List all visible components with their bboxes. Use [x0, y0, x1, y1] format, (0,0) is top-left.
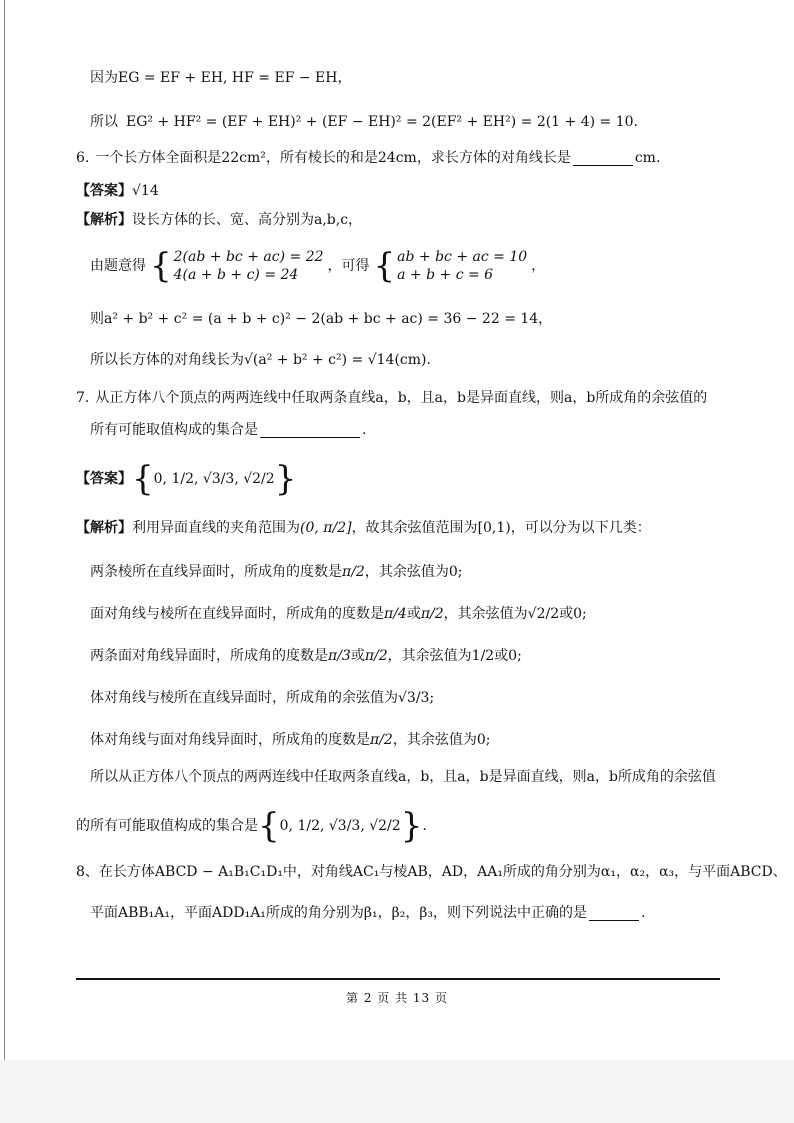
solution-7-case-4	[90, 688, 434, 708]
solution-text: 体对角线与棱所在直线异面时，所成角的余弦值为	[90, 690, 398, 706]
answer-blank	[573, 151, 633, 166]
solution-text: ，其余弦值为0;	[392, 732, 491, 748]
solution-text: 所以从正方体八个顶点的两两连线中任取两条直线a，b，且a，b是异面直线，则a，b所成角的余弦值	[90, 769, 716, 785]
so-prefix: 所以	[90, 114, 118, 130]
question-text: 平面ABB₁A₁，平面ADD₁A₁所成的角分别为β₁，β₂，β₃，则下列说法中正确的是	[90, 905, 588, 921]
solution-text: ，故其余弦值范围为	[351, 520, 478, 536]
scan-bottom-band	[0, 1060, 794, 1123]
solution-text: 或0;	[559, 606, 587, 622]
answer-label: 【答案】	[76, 183, 132, 199]
question-text: .	[362, 422, 367, 438]
solution-text: 两条棱所在直线异面时，所成角的度数是	[90, 564, 342, 580]
solution-text: ;	[429, 690, 435, 706]
solution-7-intro	[76, 518, 651, 538]
question-8-line-1	[76, 862, 787, 882]
right-set-brace: }	[274, 459, 297, 499]
equation: 2(ab + bc + ac) = 22	[173, 249, 324, 265]
angle-value: π/3	[328, 648, 351, 664]
solution-label: 【解析】	[76, 520, 132, 536]
left-set-brace: {	[258, 806, 280, 846]
angle-range: (0, π/2]	[300, 520, 352, 536]
equation: 4(a + b + c) = 24	[173, 267, 299, 283]
solution-text: 设长方体的长、宽、高分别为a,b,c，	[132, 212, 363, 228]
equation: ab + bc + ac = 10	[397, 249, 528, 265]
answer-blank	[589, 906, 639, 921]
question-6	[76, 148, 660, 168]
left-brace: {	[150, 246, 172, 286]
solution-text: 由题意得	[90, 258, 146, 274]
vector-relation-text: 因为EG = EF + EH, HF = EF − EH，	[90, 70, 352, 86]
vector-sum-formula: EG² + HF² = (EF + EH)² + (EF − EH)² = 2(EF² + EH²) = 2(1 + 4) = 10.	[126, 114, 638, 130]
solution-text: ，可以分为以下几类：	[510, 520, 651, 536]
solution-text: ，	[531, 258, 546, 274]
solution-line-sum	[90, 112, 638, 132]
footer-rule	[76, 978, 720, 980]
solution-text: ，其余弦值为	[443, 606, 528, 622]
solution-text: ，其余弦值为0;	[364, 564, 463, 580]
or-word: 或	[350, 648, 365, 664]
solution-label: 【解析】	[76, 212, 132, 228]
angle-value: π/2	[342, 564, 365, 580]
question-number: 8、	[76, 864, 99, 880]
question-8-line-2	[90, 903, 646, 923]
answer-value: √14	[132, 183, 159, 199]
solution-text: .	[422, 818, 427, 834]
question-text: 一个长方体全面积是22cm²，所有棱长的和是24cm，求长方体的对角线长是	[95, 150, 571, 166]
question-number: 7.	[76, 390, 90, 406]
solution-6-intro	[76, 210, 362, 230]
answer-blank	[260, 423, 360, 438]
solution-7-case-3	[90, 646, 522, 666]
set-values: 0, 1/2, √3/3, √2/2	[279, 818, 401, 834]
result-set	[258, 806, 423, 846]
question-text: .	[641, 905, 646, 921]
cosine-range: [0,1)	[477, 520, 511, 536]
cosine-value: √3/3	[398, 690, 430, 706]
solution-text: 的所有可能取值构成的集合是	[76, 818, 258, 834]
solution-text: 利用异面直线的夹角范围为	[132, 520, 300, 536]
angle-value: π/2	[370, 732, 393, 748]
angle-value: π/4	[384, 606, 407, 622]
equation-system-2	[373, 248, 527, 284]
left-brace: {	[373, 246, 396, 286]
or-word: 或	[406, 606, 421, 622]
solution-7-conclusion-2	[76, 808, 427, 844]
solution-text: 面对角线与棱所在直线异面时，所成角的度数是	[90, 606, 384, 622]
cosine-value: √2/2	[527, 606, 560, 622]
solution-text: ，其余弦值为	[387, 648, 472, 664]
question-7-line-1	[76, 388, 707, 408]
solution-text: 所以长方体的对角线长为√(a² + b² + c²) = √14(cm).	[90, 352, 431, 368]
right-set-brace: }	[400, 806, 423, 846]
equation-system-1	[150, 248, 323, 284]
solution-6-result	[90, 350, 431, 370]
left-margin-rule	[4, 0, 5, 1060]
solution-7-case-2	[90, 604, 587, 624]
question-number: 6.	[76, 150, 90, 166]
solution-7-conclusion-1	[90, 767, 716, 787]
solution-text: 则a² + b² + c² = (a + b + c)² − 2(ab + bc + ac) = 36 − 22 = 14，	[90, 311, 553, 327]
angle-value: π/2	[364, 648, 388, 664]
solution-7-case-1	[90, 562, 462, 582]
solution-7-case-5	[90, 730, 490, 750]
solution-text: 或0;	[494, 648, 522, 664]
solution-text: 体对角线与面对角线异面时，所成角的度数是	[90, 732, 370, 748]
answer-set	[132, 459, 297, 499]
cosine-value: 1/2	[471, 648, 495, 664]
solution-6-identity	[90, 309, 552, 329]
answer-6	[76, 181, 159, 201]
equation: a + b + c = 6	[397, 267, 494, 283]
question-text: 所有可能取值构成的集合是	[90, 422, 258, 438]
solution-text: ，可得	[327, 258, 370, 274]
solution-text: 两条面对角线异面时，所成角的度数是	[90, 648, 328, 664]
angle-value: π/2	[420, 606, 444, 622]
left-set-brace: {	[132, 459, 154, 499]
question-text: 在长方体ABCD − A₁B₁C₁D₁中，对角线AC₁与棱AB，AD，AA₁所成的角分别为α₁，α₂，α₃，与平面ABCD、	[98, 864, 787, 880]
answer-value: 0, 1/2, √3/3, √2/2	[153, 471, 275, 487]
answer-label: 【答案】	[76, 471, 132, 487]
question-unit: cm.	[634, 150, 661, 166]
solution-line-vectors	[90, 68, 351, 88]
page-number: 第 2 页 共 13 页	[346, 991, 448, 1005]
solution-6-system	[90, 246, 545, 286]
question-7-line-2	[90, 420, 366, 440]
question-text: 从正方体八个顶点的两两连线中任取两条直线a，b，且a，b是异面直线，则a，b所成角的余弦值的	[95, 390, 708, 406]
answer-7	[76, 459, 297, 499]
